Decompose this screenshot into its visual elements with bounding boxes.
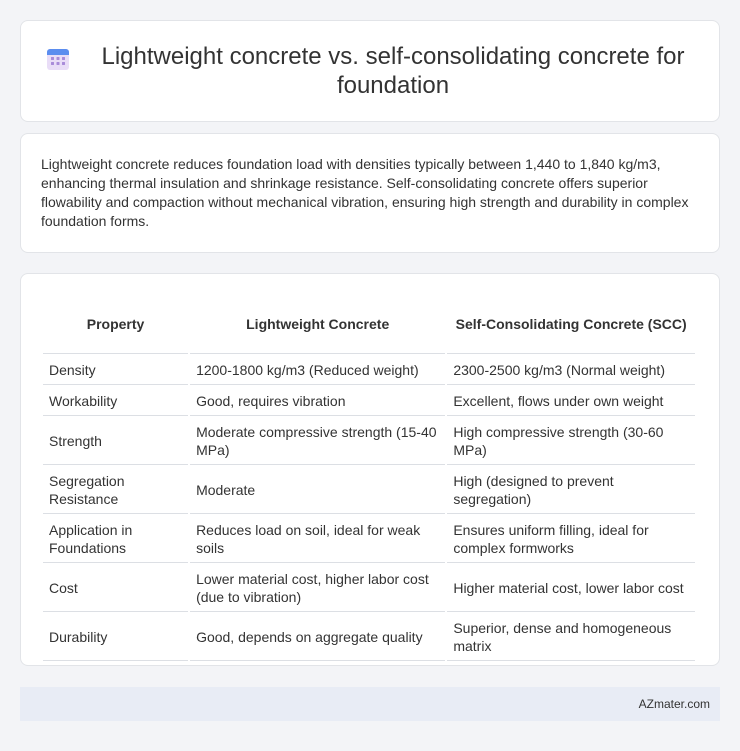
header-lightweight: Lightweight Concrete	[190, 296, 445, 354]
comparison-table-card	[20, 273, 720, 666]
page-title: Lightweight concrete vs. self-consolidating concrete for foundation	[101, 43, 685, 99]
table-row	[43, 467, 695, 514]
title-row	[45, 42, 695, 100]
cell-property: Durability	[43, 614, 188, 661]
table-header-row	[43, 296, 695, 354]
footer	[20, 687, 720, 721]
footer-brand: AZmater.com	[638, 697, 710, 711]
cell-scc: Higher material cost, lower labor cost	[447, 565, 695, 612]
cell-lightweight: Lower material cost, higher labor cost (due to vibration)	[190, 565, 445, 612]
cell-lightweight: Good, requires vibration	[190, 387, 445, 416]
cell-scc: 2300-2500 kg/m3 (Normal weight)	[447, 356, 695, 385]
comparison-table	[41, 294, 697, 663]
cell-property: Cost	[43, 565, 188, 612]
calendar-icon	[45, 46, 71, 72]
title-card	[20, 20, 720, 122]
cell-property: Application in Foundations	[43, 516, 188, 563]
table-row	[43, 356, 695, 385]
header-scc: Self-Consolidating Concrete (SCC)	[447, 296, 695, 354]
cell-property: Density	[43, 356, 188, 385]
cell-scc: Ensures uniform filling, ideal for complex formworks	[447, 516, 695, 563]
header-property: Property	[43, 296, 188, 354]
cell-scc: High (designed to prevent segregation)	[447, 467, 695, 514]
cell-lightweight: Moderate compressive strength (15-40 MPa)	[190, 418, 445, 465]
cell-lightweight: Good, depends on aggregate quality	[190, 614, 445, 661]
table-row	[43, 614, 695, 661]
cell-property: Workability	[43, 387, 188, 416]
cell-lightweight: Reduces load on soil, ideal for weak soils	[190, 516, 445, 563]
summary-text: Lightweight concrete reduces foundation load with densities typically between 1,440 to 1,840 kg/m3, enhancing thermal insulation and shrinkage resistance. Self-consolidating concrete offers superior flowability and compaction without mechanical vibration, ensuring high strength and durability in complex foundation forms.	[41, 156, 689, 229]
cell-scc: Superior, dense and homogeneous matrix	[447, 614, 695, 661]
cell-lightweight: Moderate	[190, 467, 445, 514]
cell-scc: High compressive strength (30-60 MPa)	[447, 418, 695, 465]
table-row	[43, 387, 695, 416]
table-row	[43, 516, 695, 563]
cell-property: Segregation Resistance	[43, 467, 188, 514]
cell-property: Strength	[43, 418, 188, 465]
cell-scc: Excellent, flows under own weight	[447, 387, 695, 416]
summary-card	[20, 133, 720, 253]
table-row	[43, 418, 695, 465]
table-row	[43, 565, 695, 612]
cell-lightweight: 1200-1800 kg/m3 (Reduced weight)	[190, 356, 445, 385]
